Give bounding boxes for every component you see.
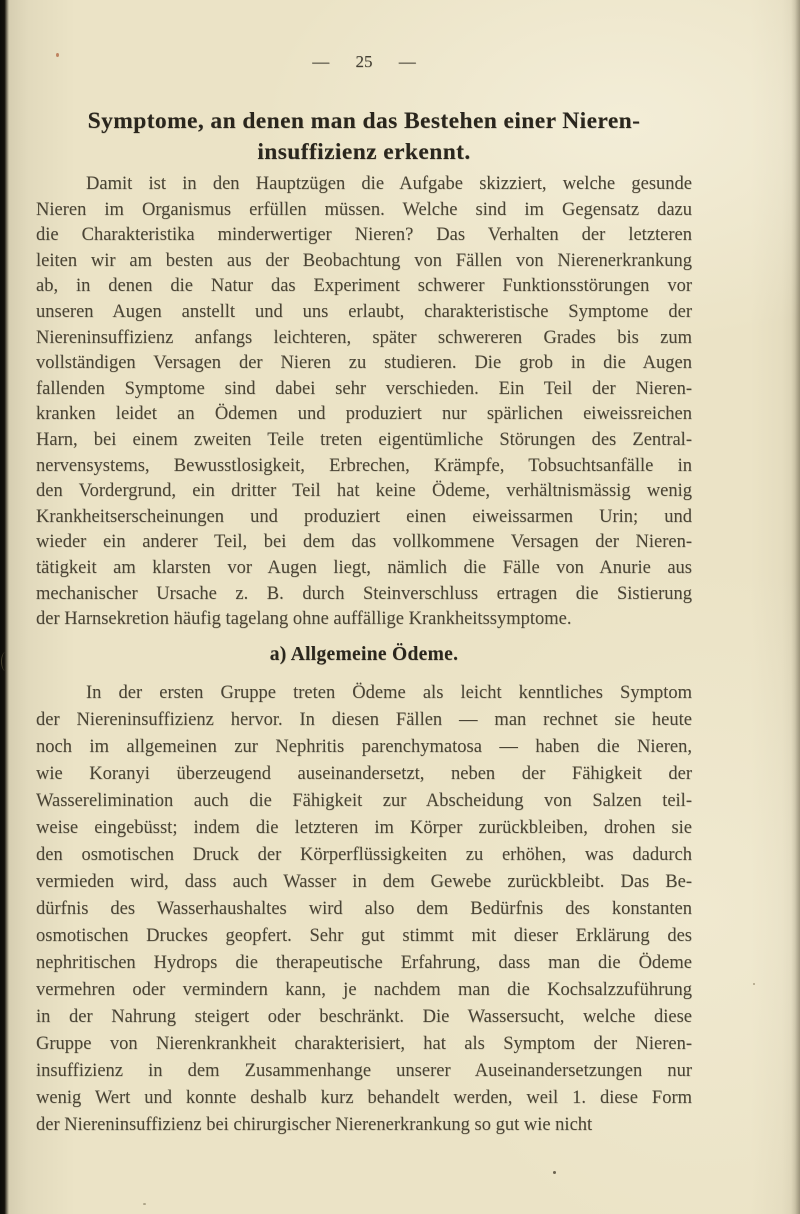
chapter-title-line1: Symptome, an denen man das Bestehen einer Nieren-	[87, 108, 641, 134]
text-line: nervensystems, Bewusstlosigkeit, Erbrechen, Krämpfe, Tobsuchtsanfälle in	[36, 455, 692, 476]
text-line: Nieren im Organismus erfüllen müssen. Welche sind im Gegensatz dazu	[36, 199, 692, 220]
scan-speck	[553, 1171, 556, 1174]
text-line: In der ersten Gruppe treten Ödeme als leicht kenntliches Symptom	[86, 683, 692, 703]
text-line: tätigkeit am klarsten vor Augen liegt, nämlich die Fälle von Anurie aus	[36, 557, 692, 578]
text-line: den Vordergrund, ein dritter Teil hat keine Ödeme, verhältnismässig wenig	[36, 481, 692, 502]
text-line: wie Koranyi überzeugend auseinandersetzt, neben der Fähigkeit der	[36, 764, 692, 784]
text-line: leiten wir am besten aus der Beobachtung von Fällen von Nierenerkrankung	[36, 250, 692, 271]
text-line: in der Nahrung steigert oder beschränkt. Die Wassersucht, welche diese	[36, 1007, 692, 1027]
text-line: vermieden wird, dass auch Wasser in dem Gewebe zurückbleibt. Das Be-	[36, 872, 692, 892]
text-line: fallenden Symptome sind dabei sehr verschieden. Ein Teil der Nieren-	[36, 378, 692, 399]
text-line: wieder ein anderer Teil, bei dem das vollkommene Versagen der Nieren-	[36, 532, 692, 553]
scan-artifact-paren	[1, 652, 10, 671]
text-line: Harn, bei einem zweiten Teile treten eigentümliche Störungen des Zentral-	[36, 429, 692, 450]
text-line: der Niereninsuffizienz hervor. In diesen Fällen — man rechnet sie heute	[36, 710, 692, 730]
page-number: — 25 —	[312, 52, 416, 71]
text-line: der Niereninsuffizienz bei chirurgischer Nierenerkrankung so gut wie nicht	[36, 1115, 593, 1135]
text-line: Niereninsuffizienz anfangs leichteren, später schwereren Grades bis zum	[36, 327, 692, 348]
text-line: kranken leidet an Ödemen und produziert nur spärlichen eiweissreichen	[36, 404, 692, 425]
text-line: mechanischer Ursache z. B. durch Steinverschluss ertragen die Sistierung	[36, 583, 692, 604]
text-line: insuffizienz in dem Zusammenhange unserer Auseinandersetzungen nur	[36, 1061, 692, 1081]
text-line: unseren Augen anstellt und uns erlaubt, charakteristische Symptome der	[36, 301, 692, 322]
section-heading-a: a) Allgemeine Ödeme.	[269, 644, 459, 665]
text-line: wenig Wert und konnte deshalb kurz behandelt werden, weil 1. diese Form	[36, 1088, 692, 1108]
text-line: die Charakteristika minderwertiger Nieren? Das Verhalten der letzteren	[36, 225, 692, 246]
text-line: Krankheitserscheinungen und produziert einen eiweissarmen Urin; und	[36, 506, 692, 527]
text-line: osmotischen Druckes geopfert. Sehr gut stimmt mit dieser Erklärung des	[36, 926, 692, 946]
text-line: nephritischen Hydrops die therapeutische Erfahrung, dass man die Ödeme	[36, 953, 692, 973]
text-line: Wasserelimination auch die Fähigkeit zur Abscheidung von Salzen teil-	[36, 791, 692, 811]
text-line: den osmotischen Druck der Körperflüssigkeiten zu erhöhen, was dadurch	[36, 845, 692, 865]
text-line: weise eingebüsst; indem die letzteren im Körper zurückbleiben, drohen sie	[36, 818, 692, 838]
text-line: noch im allgemeinen zur Nephritis parenchymatosa — haben die Nieren,	[36, 737, 692, 757]
text-line: vermehren oder vermindern kann, je nachdem man die Kochsalzzuführung	[36, 980, 692, 1000]
text-line: ab, in denen die Natur das Experiment schwerer Funktionsstörungen vor	[36, 276, 692, 297]
scan-speck	[753, 983, 755, 985]
text-line: Gruppe von Nierenkrankheit charakterisiert, hat als Symptom der Nieren-	[36, 1034, 692, 1054]
scan-speck	[143, 1203, 146, 1205]
intro-paragraph	[36, 172, 692, 633]
scan-right-shadow	[791, 0, 800, 1214]
text-line: der Harnsekretion häufig tagelang ohne auffällige Krankheitssymptome.	[36, 609, 572, 630]
chapter-title	[36, 106, 692, 168]
text-line: dürfnis des Wasserhaushaltes wird also dem Bedürfnis des konstanten	[36, 899, 692, 919]
oedema-paragraph	[36, 680, 692, 1139]
chapter-title-line2: insuffizienz erkennt.	[257, 139, 471, 165]
text-line: Damit ist in den Hauptzügen die Aufgabe skizziert, welche gesunde	[86, 174, 692, 194]
scan-left-edge	[0, 0, 9, 1214]
text-line: vollständigen Versagen der Nieren zu studieren. Die grob in die Augen	[36, 353, 692, 374]
